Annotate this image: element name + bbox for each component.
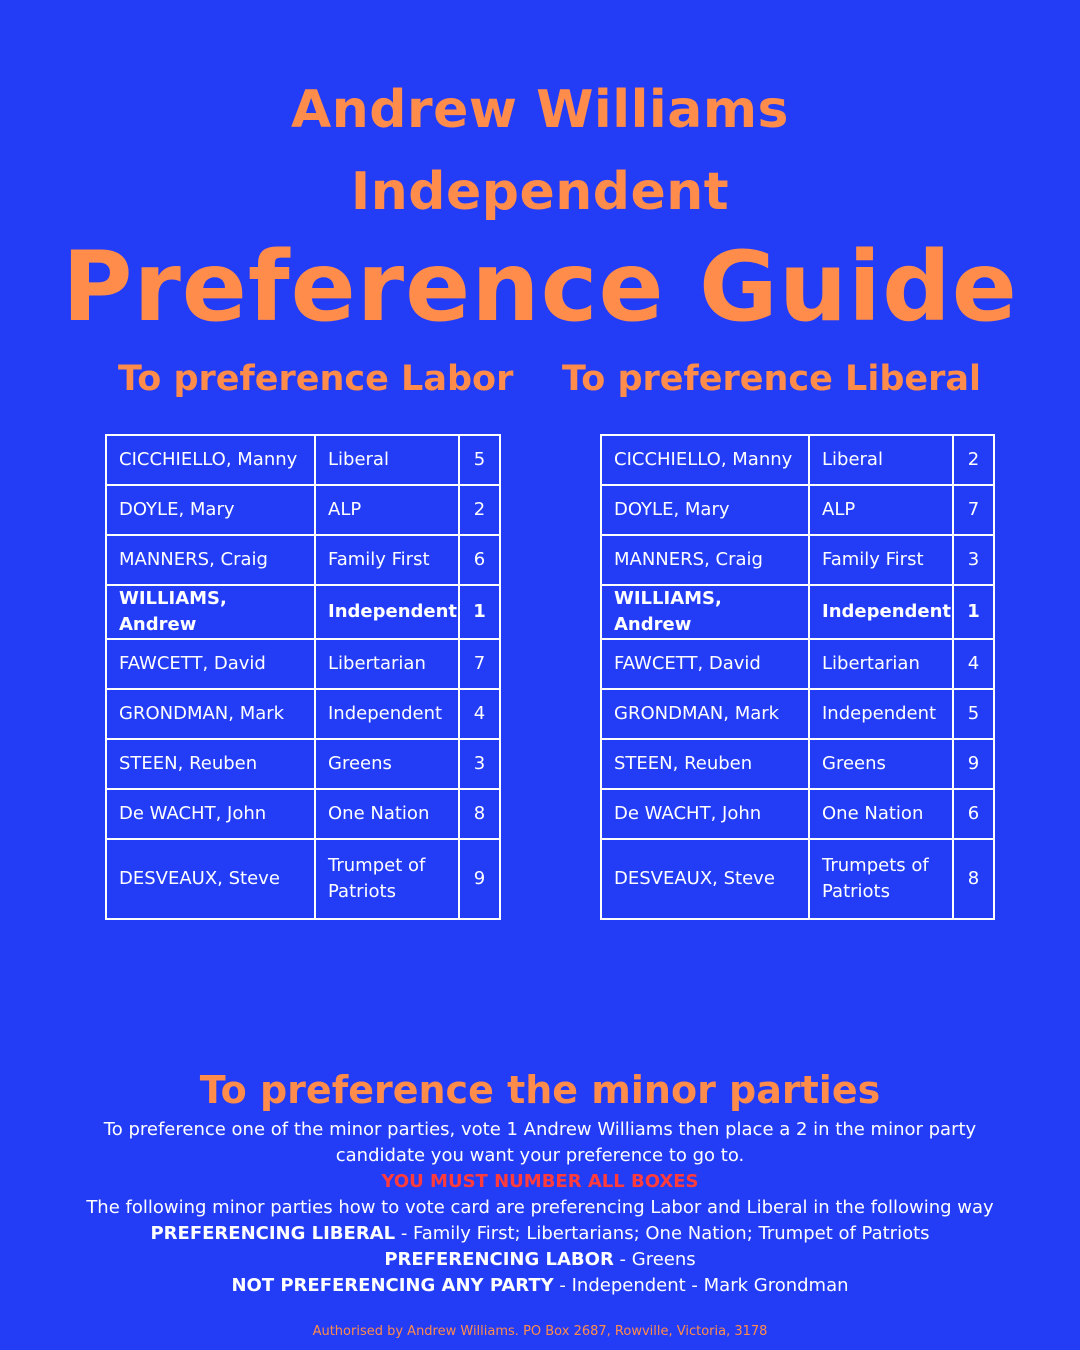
table-row (601, 639, 994, 689)
candidate-cell: GRONDMAN, Mark (601, 689, 809, 739)
candidate-cell: CICCHIELLO, Manny (601, 435, 809, 485)
authorisation-footer: Authorised by Andrew Williams. PO Box 2687, Rowville, Victoria, 3178 (312, 1324, 768, 1339)
not-preferencing-candidate: - Independent - Mark Grondman (553, 1275, 849, 1296)
party-cell: Independent (809, 689, 953, 739)
preference-number-cell: 9 (953, 739, 994, 789)
candidate-cell: WILLIAMS, Andrew (601, 585, 809, 639)
preferencing-liberal-label: PREFERENCING LIBERAL (150, 1223, 396, 1244)
table-row-highlighted (106, 585, 500, 639)
candidate-name: Andrew Williams (291, 80, 789, 140)
table-row (106, 485, 500, 535)
table-row (601, 839, 994, 919)
candidate-cell: De WACHT, John (601, 789, 809, 839)
candidate-cell: STEEN, Reuben (601, 739, 809, 789)
page-title: Preference Guide (62, 231, 1018, 343)
party-cell: Family First (809, 535, 953, 585)
party-cell: Greens (315, 739, 459, 789)
table-row-highlighted (601, 585, 994, 639)
party-cell: Independent (809, 585, 953, 639)
preference-number-cell: 9 (459, 839, 500, 919)
party-cell: ALP (315, 485, 459, 535)
preference-number-cell: 6 (459, 535, 500, 585)
preference-number-cell: 8 (459, 789, 500, 839)
preferencing-labor-line (0, 1247, 1080, 1273)
table-row (601, 739, 994, 789)
liberal-preference-table (600, 434, 995, 920)
labor-column-heading: To preference Labor (118, 359, 514, 399)
party-cell: Trumpet of Patriots (315, 839, 459, 919)
preference-number-cell: 4 (953, 639, 994, 689)
minor-parties-intro: The following minor parties how to vote card are preferencing Labor and Liberal in the following way (86, 1197, 994, 1218)
preference-number-cell: 3 (459, 739, 500, 789)
table-row (106, 435, 500, 485)
number-all-boxes-warning: YOU MUST NUMBER ALL BOXES (381, 1171, 699, 1192)
preference-number-cell: 2 (459, 485, 500, 535)
minor-parties-instruction: To preference one of the minor parties, vote 1 Andrew Williams then place a 2 in the minor party candidate you want your preference to go to. (103, 1119, 977, 1166)
table-row (601, 535, 994, 585)
preference-number-cell: 1 (459, 585, 500, 639)
party-cell: Independent (315, 689, 459, 739)
preferencing-liberal-parties: - Family First; Libertarians; One Nation; Trumpet of Patriots (395, 1223, 930, 1244)
candidate-affiliation: Independent (350, 162, 730, 222)
party-cell: Liberal (809, 435, 953, 485)
table-row (106, 689, 500, 739)
preference-number-cell: 2 (953, 435, 994, 485)
not-preferencing-line (0, 1273, 1080, 1299)
table-row (106, 789, 500, 839)
preference-number-cell: 4 (459, 689, 500, 739)
party-cell: Libertarian (809, 639, 953, 689)
candidate-cell: DESVEAUX, Steve (106, 839, 315, 919)
table-row (601, 435, 994, 485)
party-cell: One Nation (315, 789, 459, 839)
minor-parties-heading: To preference the minor parties (199, 1068, 881, 1112)
candidate-cell: FAWCETT, David (106, 639, 315, 689)
table-row (601, 485, 994, 535)
preferencing-liberal-line (0, 1221, 1080, 1247)
table-row (106, 535, 500, 585)
party-cell: Greens (809, 739, 953, 789)
candidate-cell: FAWCETT, David (601, 639, 809, 689)
preference-number-cell: 7 (459, 639, 500, 689)
not-preferencing-label: NOT PREFERENCING ANY PARTY (231, 1275, 554, 1296)
preferencing-labor-parties: - Greens (613, 1249, 696, 1270)
preference-number-cell: 5 (953, 689, 994, 739)
candidate-cell: DESVEAUX, Steve (601, 839, 809, 919)
party-cell: ALP (809, 485, 953, 535)
table-row (601, 689, 994, 739)
table-row (106, 839, 500, 919)
preference-number-cell: 7 (953, 485, 994, 535)
preference-number-cell: 6 (953, 789, 994, 839)
candidate-cell: DOYLE, Mary (106, 485, 315, 535)
preference-number-cell: 1 (953, 585, 994, 639)
table-row (106, 739, 500, 789)
candidate-cell: CICCHIELLO, Manny (106, 435, 315, 485)
candidate-cell: GRONDMAN, Mark (106, 689, 315, 739)
table-row (601, 789, 994, 839)
party-cell: Independent (315, 585, 459, 639)
candidate-cell: WILLIAMS, Andrew (106, 585, 315, 639)
party-cell: Family First (315, 535, 459, 585)
candidate-cell: DOYLE, Mary (601, 485, 809, 535)
party-cell: Liberal (315, 435, 459, 485)
party-cell: Trumpets of Patriots (809, 839, 953, 919)
candidate-cell: MANNERS, Craig (106, 535, 315, 585)
labor-preference-table (105, 434, 501, 920)
candidate-cell: MANNERS, Craig (601, 535, 809, 585)
party-cell: One Nation (809, 789, 953, 839)
preference-number-cell: 3 (953, 535, 994, 585)
party-cell: Libertarian (315, 639, 459, 689)
liberal-column-heading: To preference Liberal (562, 359, 982, 399)
candidate-cell: STEEN, Reuben (106, 739, 315, 789)
table-row (106, 639, 500, 689)
preference-number-cell: 8 (953, 839, 994, 919)
candidate-cell: De WACHT, John (106, 789, 315, 839)
preference-number-cell: 5 (459, 435, 500, 485)
preferencing-labor-label: PREFERENCING LABOR (384, 1249, 614, 1270)
